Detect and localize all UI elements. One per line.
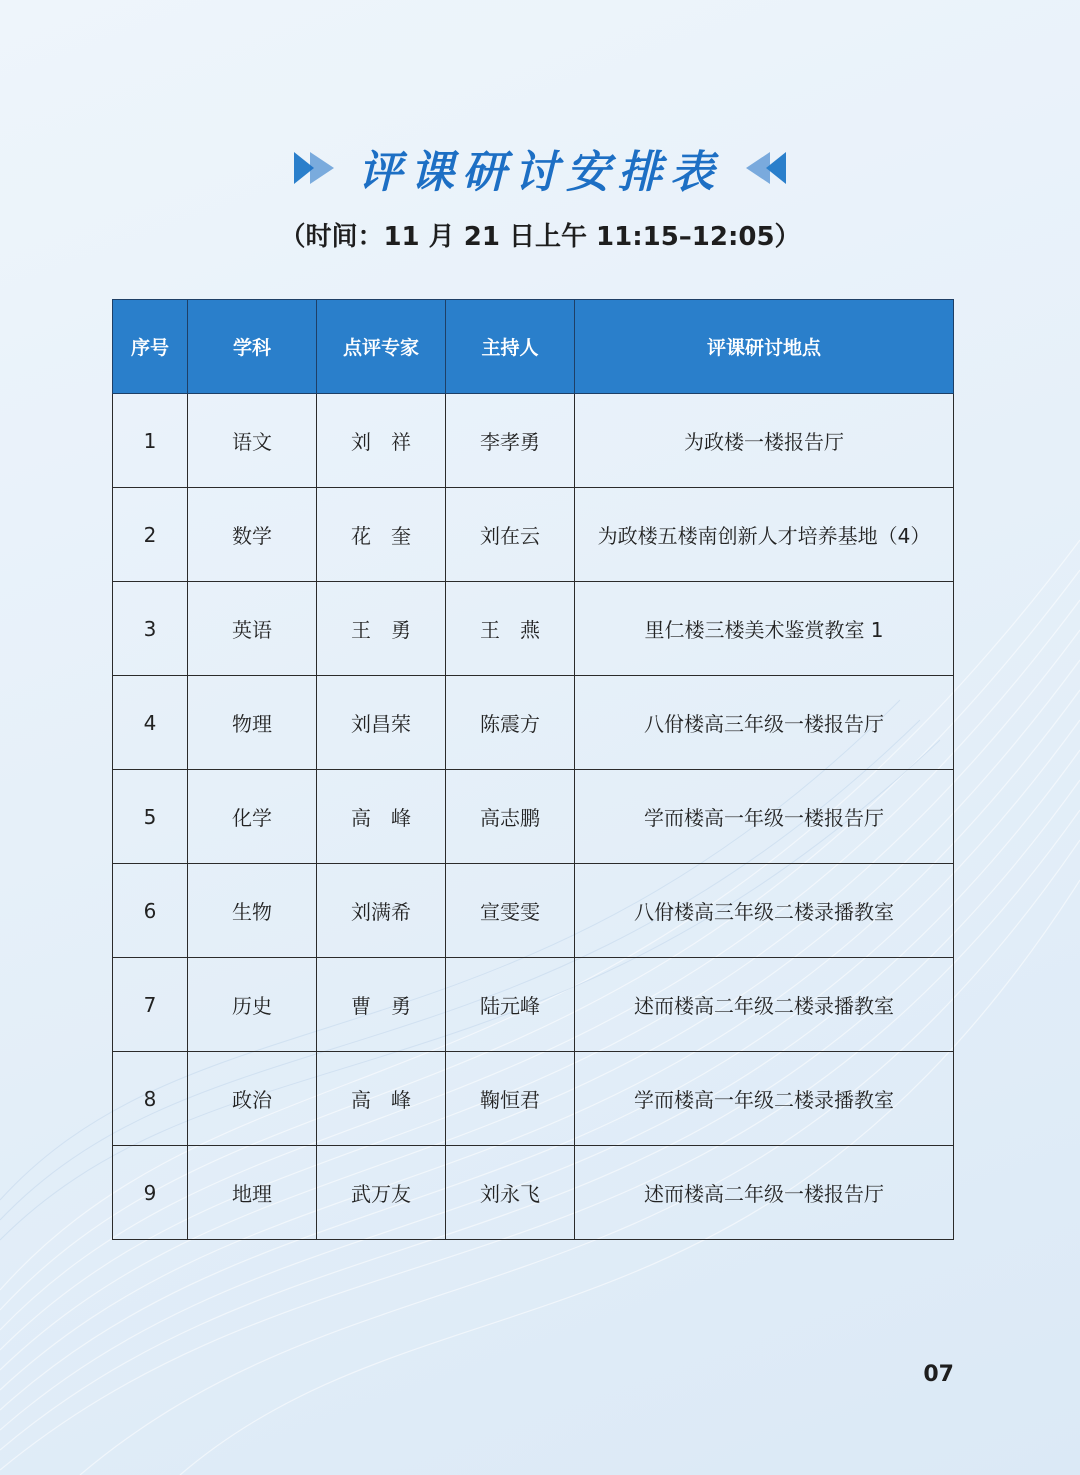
cell-location: 里仁楼三楼美术鉴赏教室 1 bbox=[575, 582, 954, 676]
cell-host: 王 燕 bbox=[446, 582, 575, 676]
cell-host: 陈震方 bbox=[446, 676, 575, 770]
cell-location: 学而楼高一年级一楼报告厅 bbox=[575, 770, 954, 864]
schedule-table bbox=[112, 299, 954, 1240]
cell-host: 李孝勇 bbox=[446, 394, 575, 488]
page-number: 07 bbox=[923, 1362, 954, 1387]
cell-expert: 花 奎 bbox=[317, 488, 446, 582]
table-row bbox=[113, 582, 954, 676]
cell-location: 八佾楼高三年级二楼录播教室 bbox=[575, 864, 954, 958]
cell-expert: 曹 勇 bbox=[317, 958, 446, 1052]
cell-location: 为政楼五楼南创新人才培养基地（4） bbox=[575, 488, 954, 582]
header-no: 序号 bbox=[113, 300, 188, 394]
cell-subject: 语文 bbox=[188, 394, 317, 488]
cell-subject: 地理 bbox=[188, 1146, 317, 1240]
cell-expert: 武万友 bbox=[317, 1146, 446, 1240]
table-row bbox=[113, 1052, 954, 1146]
cell-no: 3 bbox=[113, 582, 188, 676]
cell-no: 6 bbox=[113, 864, 188, 958]
cell-location: 述而楼高二年级二楼录播教室 bbox=[575, 958, 954, 1052]
cell-subject: 化学 bbox=[188, 770, 317, 864]
cell-no: 2 bbox=[113, 488, 188, 582]
table-row bbox=[113, 488, 954, 582]
cell-expert: 高 峰 bbox=[317, 770, 446, 864]
table-header-row bbox=[113, 300, 954, 394]
cell-expert: 刘满希 bbox=[317, 864, 446, 958]
cell-host: 刘永飞 bbox=[446, 1146, 575, 1240]
table-row bbox=[113, 958, 954, 1052]
cell-expert: 高 峰 bbox=[317, 1052, 446, 1146]
cell-host: 鞠恒君 bbox=[446, 1052, 575, 1146]
cell-host: 陆元峰 bbox=[446, 958, 575, 1052]
table-row bbox=[113, 1146, 954, 1240]
cell-host: 刘在云 bbox=[446, 488, 575, 582]
cell-expert: 刘昌荣 bbox=[317, 676, 446, 770]
cell-subject: 政治 bbox=[188, 1052, 317, 1146]
header-host: 主持人 bbox=[446, 300, 575, 394]
cell-location: 学而楼高一年级二楼录播教室 bbox=[575, 1052, 954, 1146]
cell-location: 八佾楼高三年级一楼报告厅 bbox=[575, 676, 954, 770]
table-row bbox=[113, 770, 954, 864]
cell-subject: 英语 bbox=[188, 582, 317, 676]
cell-no: 9 bbox=[113, 1146, 188, 1240]
page-title: 评课研讨安排表 bbox=[358, 147, 722, 198]
cell-location: 为政楼一楼报告厅 bbox=[575, 394, 954, 488]
cell-no: 5 bbox=[113, 770, 188, 864]
triangle-right-icon bbox=[292, 148, 336, 188]
cell-no: 1 bbox=[113, 394, 188, 488]
table-row bbox=[113, 676, 954, 770]
cell-expert: 王 勇 bbox=[317, 582, 446, 676]
header-expert: 点评专家 bbox=[317, 300, 446, 394]
cell-no: 4 bbox=[113, 676, 188, 770]
table-row bbox=[113, 394, 954, 488]
cell-location: 述而楼高二年级一楼报告厅 bbox=[575, 1146, 954, 1240]
cell-expert: 刘 祥 bbox=[317, 394, 446, 488]
cell-subject: 历史 bbox=[188, 958, 317, 1052]
cell-host: 高志鹏 bbox=[446, 770, 575, 864]
table-row bbox=[113, 864, 954, 958]
title-row bbox=[0, 138, 1080, 198]
cell-subject: 物理 bbox=[188, 676, 317, 770]
cell-subject: 数学 bbox=[188, 488, 317, 582]
cell-no: 8 bbox=[113, 1052, 188, 1146]
cell-no: 7 bbox=[113, 958, 188, 1052]
time-subtitle: （时间：11 月 21 日上午 11:15–12:05） bbox=[279, 222, 801, 252]
cell-subject: 生物 bbox=[188, 864, 317, 958]
triangle-left-icon bbox=[744, 148, 788, 188]
header-location: 评课研讨地点 bbox=[575, 300, 954, 394]
cell-host: 宣雯雯 bbox=[446, 864, 575, 958]
header-subject: 学科 bbox=[188, 300, 317, 394]
